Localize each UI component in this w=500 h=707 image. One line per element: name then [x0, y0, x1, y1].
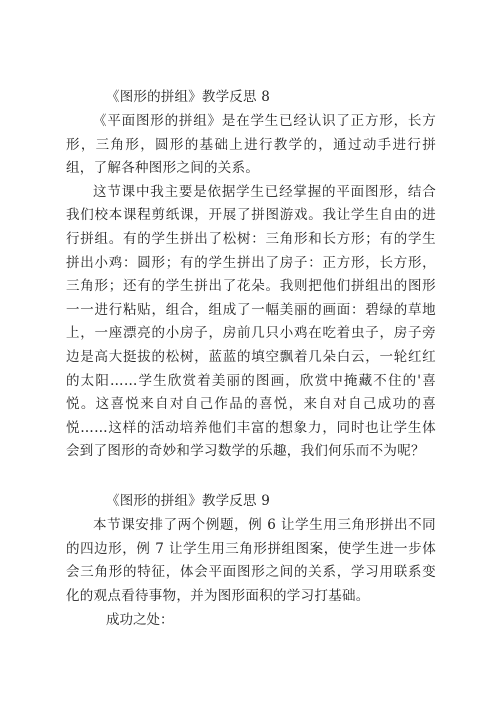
section-gap: [66, 464, 436, 488]
section-2-paragraph-1: 本节课安排了两个例题，例 6 让学生用三角形拼出不同的四边形，例 7 让学生用三角形拼组图案，使学生进一步体会三角形的特征，体会平面图形之间的关系，学习用联系变化的观点看待事物，并为图形面积的学习打基础。: [66, 516, 436, 604]
section-1-title: 《图形的拼组》教学反思 8: [106, 89, 270, 105]
document-page: [66, 84, 436, 632]
section-2-title: 《图形的拼组》教学反思 9: [106, 492, 270, 509]
success-label: 成功之处：: [106, 612, 174, 629]
section-1-paragraph-2: 这节课中我主要是依据学生已经掌握的平面图形，结合我们校本课程剪纸课，开展了拼图游戏。我让学生自由的进行拼组。有的学生拼出了松树：三角形和长方形；有的学生拼出小鸡：圆形；有的学生拼出了房子：正方形，长方形，三角形；还有的学生拼出了花朵。我则把他们拼组出的图形一一进行粘贴，组合，组成了一幅美丽的画面：碧绿的草地上，一座漂亮的小房子，房前几只小鸡在吃着虫子，房子旁边是高大挺拔的松树，蓝蓝的填空飘着几朵白云，一轮红红的太阳……学生欣赏着美丽的图画，欣赏中掩藏不住的'喜悦。这喜悦来自对自己作品的喜悦，来自对自己成功的喜悦……这样的活动培养他们丰富的想象力，同时也让学生体会到了图形的奇妙和学习数学的乐趣，我们何乐而不为呢？: [66, 183, 436, 460]
section-1-paragraph-1: 《平面图形的拼组》是在学生已经认识了正方形，长方形，三角形，圆形的基础上进行教学的，通过动手进行拼组，了解各种图形之间的关系。: [66, 113, 436, 177]
